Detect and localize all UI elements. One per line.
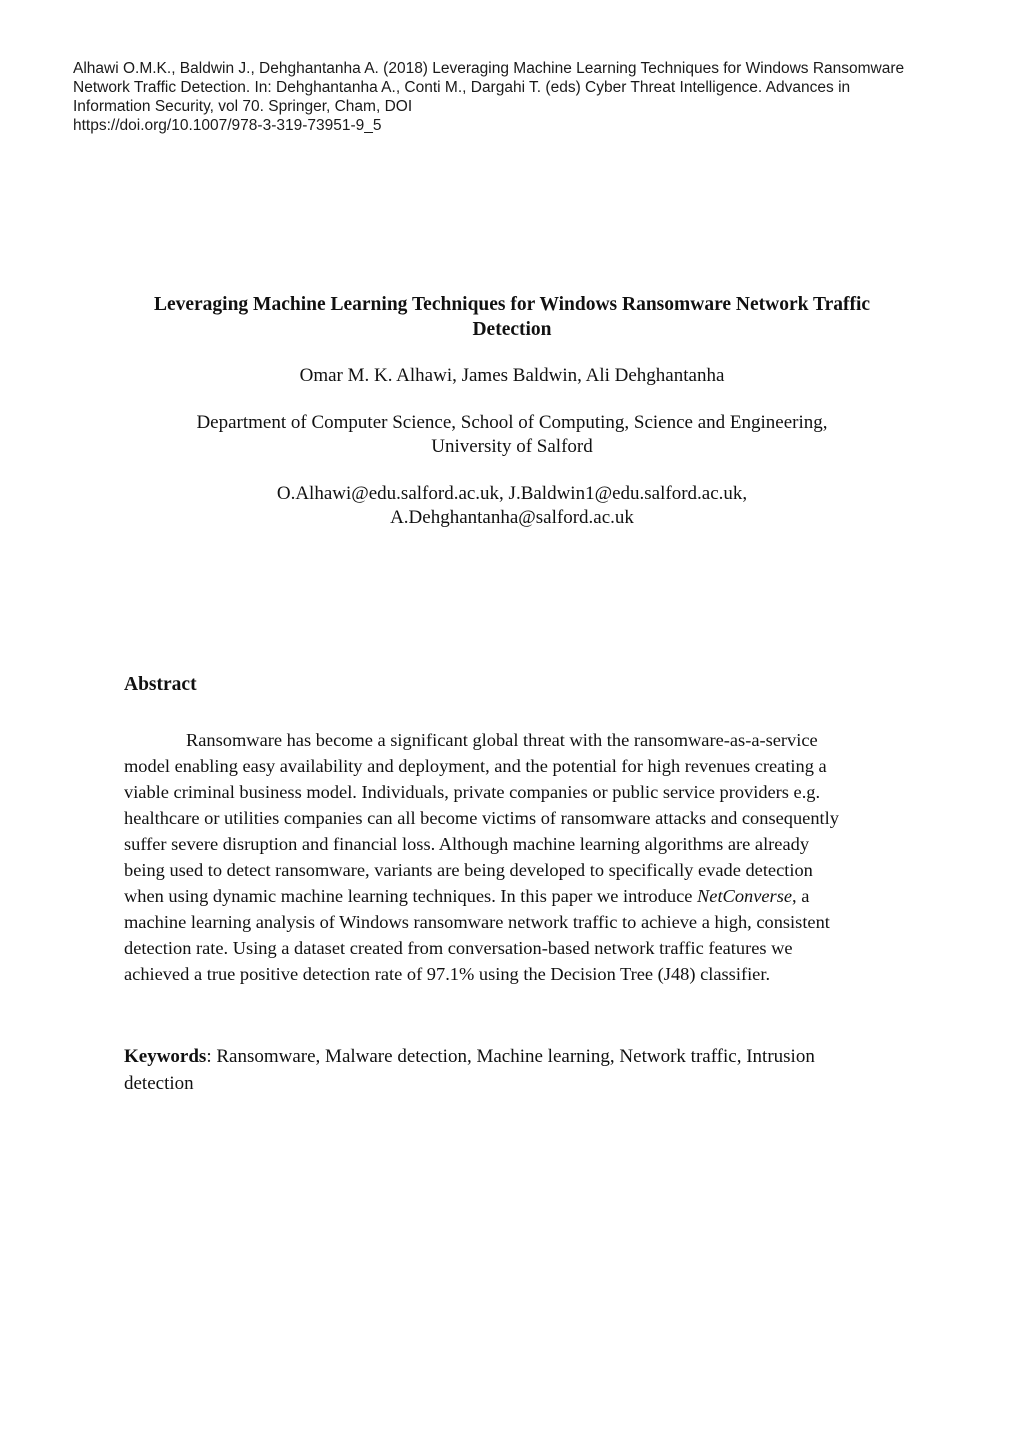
citation-line: Network Traffic Detection. In: Dehghantanha A., Conti M., Dargahi T. (eds) Cyber Threat Intelligence. Advances in bbox=[73, 79, 851, 96]
abstract-text: when using dynamic machine learning techniques. In this paper we introduce bbox=[124, 886, 698, 906]
abstract-line: healthcare or utilities companies can all become victims of ransomware attacks and consequently bbox=[124, 808, 839, 828]
abstract-body bbox=[124, 727, 914, 987]
abstract-heading: Abstract bbox=[124, 674, 197, 695]
keywords-label: Keywords bbox=[124, 1046, 207, 1067]
abstract-line: machine learning analysis of Windows ransomware network traffic to achieve a high, consistent bbox=[124, 912, 830, 932]
abstract-line bbox=[124, 883, 914, 909]
netconverse-emphasis: NetConverse bbox=[697, 886, 793, 906]
author-emails bbox=[100, 482, 924, 530]
abstract-line: detection rate. Using a dataset created from conversation-based network traffic features we bbox=[124, 938, 793, 958]
keywords-section bbox=[124, 1043, 914, 1097]
abstract-line: Ransomware has become a significant global threat with the ransomware-as-a-service bbox=[186, 730, 818, 750]
paper-title-line: Leveraging Machine Learning Techniques for Windows Ransomware Network Traffic bbox=[153, 294, 871, 315]
abstract-line: model enabling easy availability and deployment, and the potential for high revenues creating a bbox=[124, 756, 827, 776]
keywords-list: : Ransomware, Malware detection, Machine learning, Network traffic, Intrusion bbox=[206, 1046, 815, 1067]
keywords-line bbox=[124, 1043, 914, 1070]
citation-doi-link[interactable]: https://doi.org/10.1007/978-3-319-73951-9_5 bbox=[73, 117, 382, 134]
abstract-line: viable criminal business model. Individuals, private companies or public service providers e.g. bbox=[124, 782, 821, 802]
citation-line: Alhawi O.M.K., Baldwin J., Dehghantanha A. (2018) Leveraging Machine Learning Techniques for Windows Ransomware bbox=[73, 60, 905, 77]
email-line[interactable]: A.Dehghantanha@salford.ac.uk bbox=[390, 507, 634, 528]
citation-line: Information Security, vol 70. Springer, Cham, DOI bbox=[73, 98, 413, 115]
keywords-line: detection bbox=[124, 1073, 194, 1094]
paper-authors: Omar M. K. Alhawi, James Baldwin, Ali Dehghantanha bbox=[299, 365, 725, 386]
paper-affiliation bbox=[100, 411, 924, 459]
affiliation-line: University of Salford bbox=[431, 436, 593, 457]
abstract-text: , a bbox=[792, 886, 810, 906]
paper-title-line: Detection bbox=[472, 319, 552, 340]
email-line[interactable]: O.Alhawi@edu.salford.ac.uk, J.Baldwin1@edu.salford.ac.uk, bbox=[276, 483, 748, 504]
paper-title bbox=[100, 292, 924, 342]
citation-block bbox=[73, 59, 1008, 135]
affiliation-line: Department of Computer Science, School of Computing, Science and Engineering, bbox=[196, 412, 828, 433]
abstract-line: being used to detect ransomware, variants are being developed to specifically evade detection bbox=[124, 860, 813, 880]
abstract-line: achieved a true positive detection rate of 97.1% using the Decision Tree (J48) classifier. bbox=[124, 964, 771, 984]
abstract-line: suffer severe disruption and financial loss. Although machine learning algorithms are already bbox=[124, 834, 810, 854]
